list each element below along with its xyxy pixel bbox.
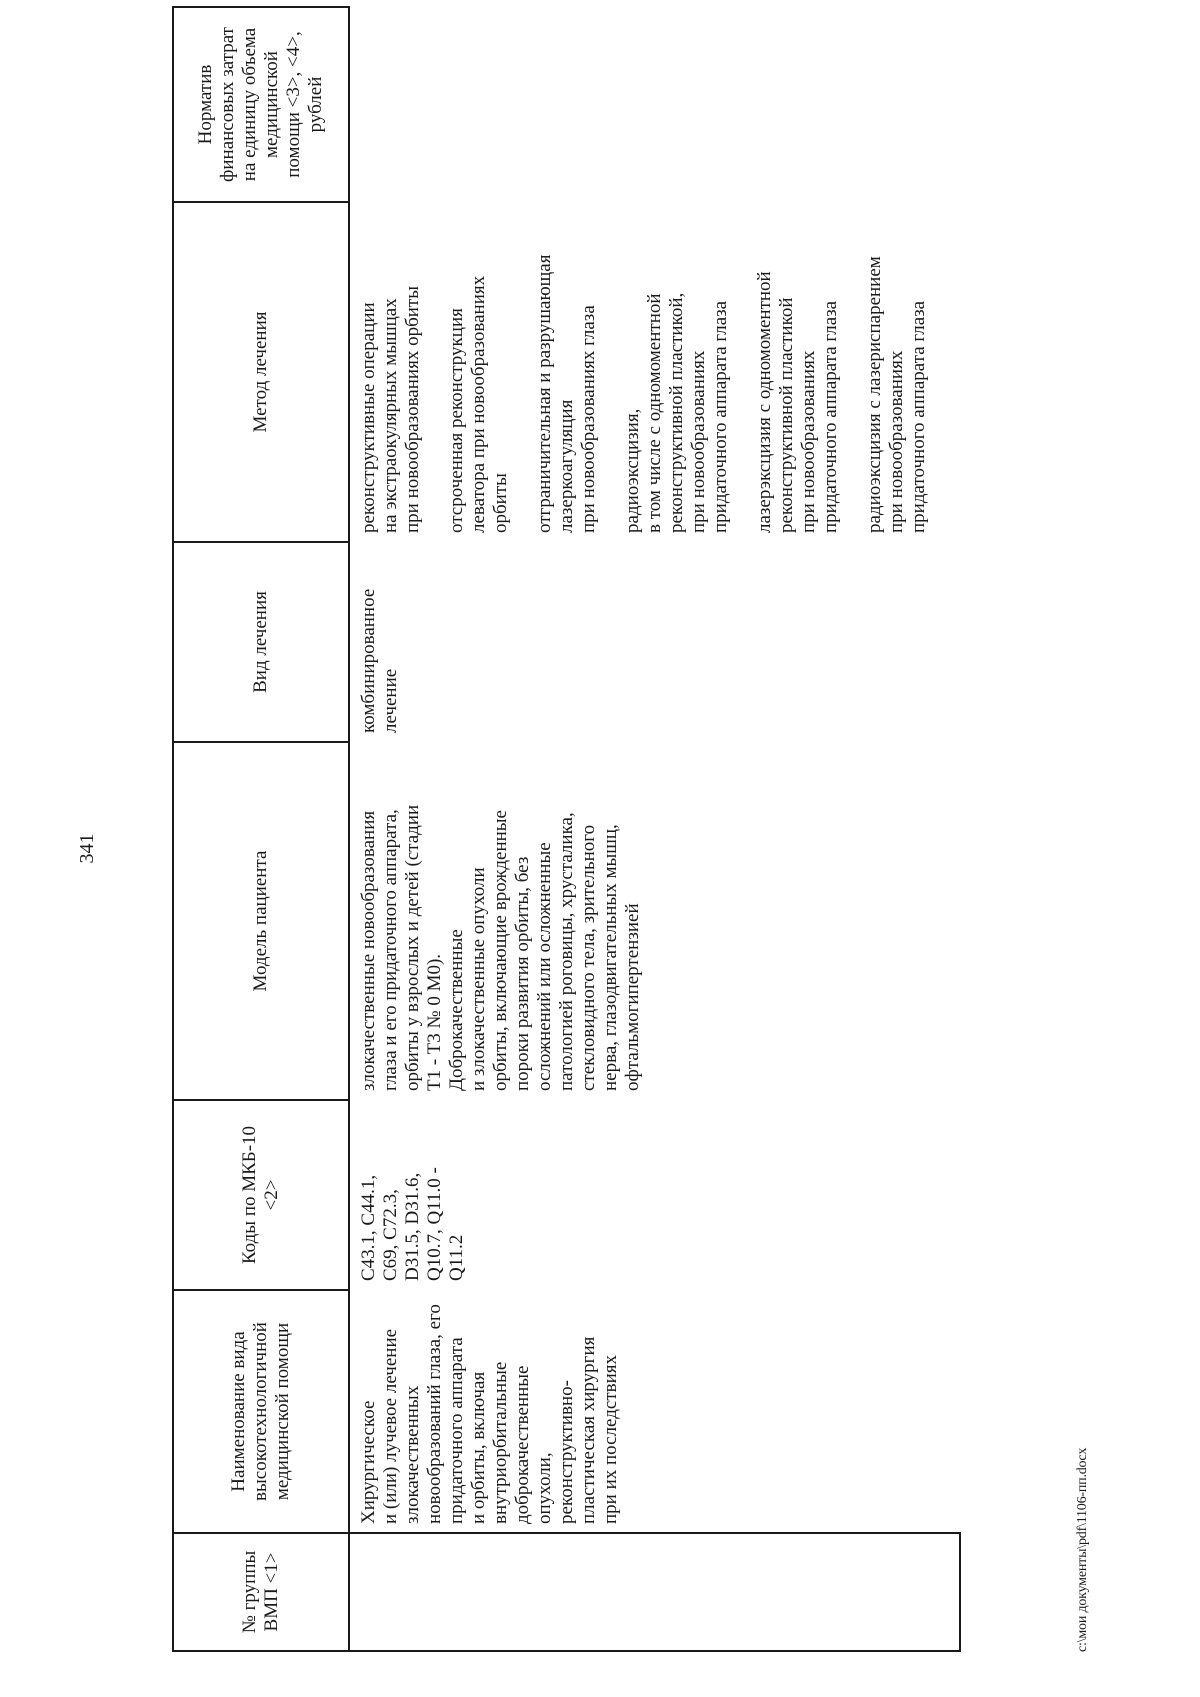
method-line: реконструктивной пластикой bbox=[776, 297, 797, 533]
header-treatment-method: Метод лечения bbox=[173, 202, 349, 542]
model-line: осложнений или осложненные bbox=[534, 842, 555, 1091]
method-line: отграничительная и разрушающая bbox=[534, 254, 555, 533]
cell-patient-model bbox=[349, 742, 960, 1100]
icd-codes-line: C69, C72.3, bbox=[380, 1189, 401, 1281]
method-line: придаточного аппарата глаза bbox=[710, 300, 731, 533]
method-line: при новообразованиях bbox=[886, 350, 907, 533]
model-line: и злокачественные опухоли bbox=[468, 867, 489, 1091]
model-line: стекловидного тела, зрительного bbox=[578, 824, 599, 1091]
header-vmp-name: Наименование вида высокотехнологичной медицинской помощи bbox=[173, 1290, 349, 1533]
model-line: офтальмогипертензией bbox=[622, 903, 643, 1091]
vmp-name-line: придаточного аппарата bbox=[446, 1337, 467, 1524]
vmp-name-line: и (или) лучевое лечение bbox=[380, 1328, 401, 1524]
vmp-name-line: злокачественных bbox=[402, 1385, 423, 1524]
method-item bbox=[358, 210, 424, 533]
method-item bbox=[534, 210, 600, 533]
vmp-name-line: Хирургическое bbox=[358, 1400, 379, 1524]
method-line: лазерэксцизия с одномоментной bbox=[754, 271, 775, 533]
vmp-name-line: внутриорбитальные bbox=[490, 1361, 511, 1524]
icd-codes-line: C43.1, C44.1, bbox=[358, 1174, 379, 1281]
vmp-name-line: новообразований глаза, его bbox=[424, 1304, 445, 1524]
model-line: глаза и его придаточного аппарата, bbox=[380, 809, 401, 1091]
cell-group-no bbox=[349, 1533, 960, 1651]
header-icd-codes: Коды по МКБ-10 <2> bbox=[173, 1100, 349, 1290]
model-line: Доброкачественные bbox=[446, 929, 467, 1091]
method-line: отсроченная реконструкция bbox=[446, 308, 467, 533]
model-line: T1 - T3 № 0 M0). bbox=[424, 953, 445, 1091]
method-line: при новообразованиях bbox=[688, 350, 709, 533]
vmp-name-line: и орбиты, включая bbox=[468, 1371, 489, 1524]
header-cost-norm: Норматив финансовых затрат на единицу объема медицинской помощи <3>, <4>, рублей bbox=[173, 7, 349, 202]
cell-cost-norm bbox=[349, 7, 960, 202]
vmp-name-line: при их последствиях bbox=[600, 1354, 621, 1524]
table-header-row bbox=[173, 7, 349, 1651]
method-line: при новообразованиях bbox=[798, 350, 819, 533]
model-line: патологией роговицы, хрусталика, bbox=[556, 812, 577, 1091]
model-line: нерва, глазодвигательных мышц, bbox=[600, 824, 621, 1091]
model-line: орбиты, включающие врожденные bbox=[490, 810, 511, 1091]
treatment-type-line: лечение bbox=[380, 668, 401, 733]
method-item bbox=[622, 210, 732, 533]
cell-treatment-method bbox=[349, 202, 960, 542]
header-treatment-type: Вид лечения bbox=[173, 542, 349, 742]
footer-file-path: c:\мои документы\pdf\1106-пп.docx bbox=[1075, 1447, 1090, 1652]
cell-treatment-type bbox=[349, 542, 960, 742]
method-item bbox=[446, 210, 512, 533]
model-line: злокачественные новообразования bbox=[358, 810, 379, 1091]
cell-icd-codes bbox=[349, 1100, 960, 1290]
treatment-type-line: комбинированное bbox=[358, 588, 379, 733]
model-line: пороки развития орбиты, без bbox=[512, 856, 533, 1091]
method-line: радиоэксцизия с лазериспарением bbox=[864, 256, 885, 533]
method-line: леватора при новообразованиях bbox=[468, 275, 489, 533]
vmp-name-line: реконструктивно- bbox=[556, 1379, 577, 1524]
method-line: придаточного аппарата глаза bbox=[820, 300, 841, 533]
method-line: орбиты bbox=[490, 473, 511, 533]
header-group-no: № группы ВМП <1> bbox=[173, 1533, 349, 1651]
vmp-name-line: пластическая хирургия bbox=[578, 1336, 599, 1524]
method-item bbox=[864, 210, 930, 533]
header-patient-model: Модель пациента bbox=[173, 742, 349, 1100]
vmp-name-line: доброкачественные опухоли, bbox=[512, 1365, 555, 1524]
method-line: при новообразованиях глаза bbox=[578, 305, 599, 533]
method-line: реконструктивной пластикой, bbox=[666, 292, 687, 533]
icd-codes-line: D31.5, D31.6, bbox=[402, 1172, 423, 1281]
page-number: 341 bbox=[76, 833, 98, 864]
method-line: реконструктивные операции bbox=[358, 302, 379, 533]
model-line: орбиты у взрослых и детей (стадии bbox=[402, 804, 423, 1091]
icd-codes-line: Q11.2 bbox=[446, 1234, 467, 1281]
method-line: придаточного аппарата глаза bbox=[908, 300, 929, 533]
method-line: радиоэксцизия, bbox=[622, 408, 643, 533]
table-row bbox=[349, 7, 960, 1651]
method-line: в том числе с одномоментной bbox=[644, 293, 665, 533]
method-line: при новообразованиях орбиты bbox=[402, 286, 423, 533]
method-line: на экстраокулярных мышцах bbox=[380, 298, 401, 533]
method-line: лазеркоагуляция bbox=[556, 399, 577, 533]
cell-vmp-name bbox=[349, 1290, 960, 1533]
method-item bbox=[754, 210, 842, 533]
vmp-table bbox=[172, 6, 961, 1652]
icd-codes-line: Q10.7, Q11.0 - bbox=[424, 1167, 445, 1281]
